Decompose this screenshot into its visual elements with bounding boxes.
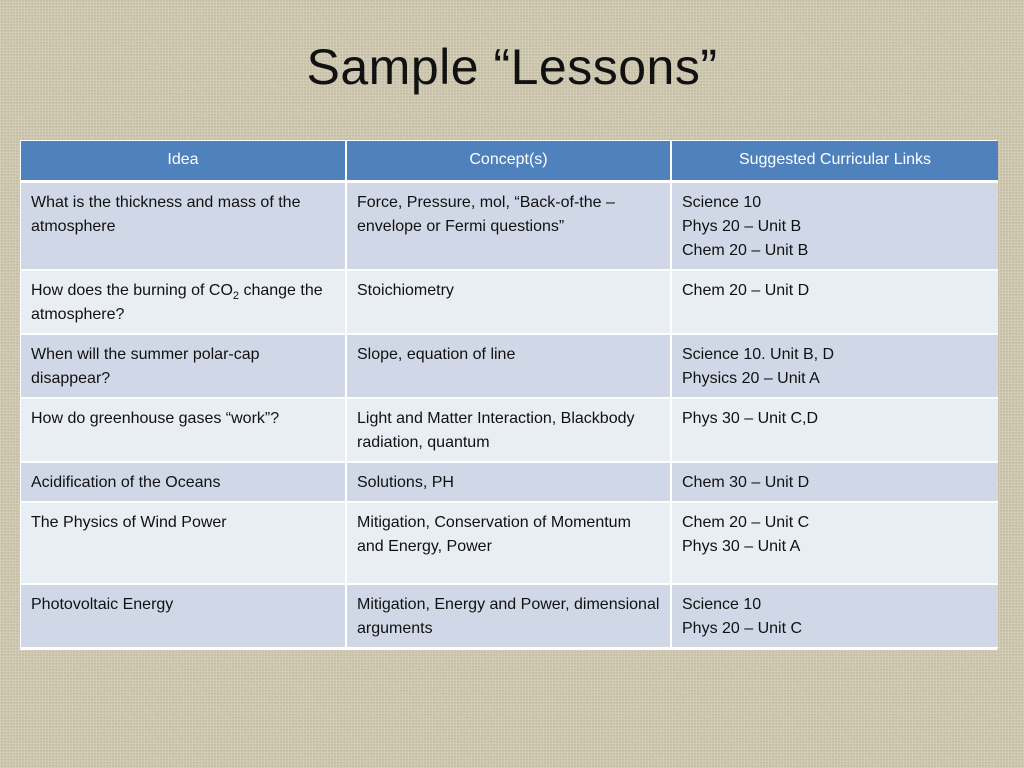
idea-text-suffix: change the atmosphere? bbox=[31, 281, 323, 323]
co2-subscript: 2 bbox=[232, 289, 240, 302]
lessons-table-frame bbox=[20, 140, 997, 650]
link-line: Phys 30 – Unit A bbox=[682, 537, 801, 555]
links-cell bbox=[671, 584, 998, 648]
header-curricular-links: Suggested Curricular Links bbox=[671, 141, 998, 181]
idea-text-prefix: How does the burning of CO bbox=[31, 281, 233, 299]
link-line: Chem 20 – Unit C bbox=[682, 513, 810, 531]
lessons-table-container bbox=[20, 140, 997, 650]
header-idea: Idea bbox=[21, 141, 346, 181]
concepts-cell: Mitigation, Energy and Power, dimensional arguments bbox=[346, 584, 671, 648]
table-row bbox=[21, 462, 998, 502]
concepts-cell: Mitigation, Conservation of Momentum and Energy, Power bbox=[346, 502, 671, 584]
link-line: Science 10. Unit B, D bbox=[682, 345, 835, 363]
link-line: Phys 20 – Unit C bbox=[682, 619, 803, 637]
link-line: Physics 20 – Unit A bbox=[682, 369, 820, 387]
concepts-cell: Solutions, PH bbox=[346, 462, 671, 502]
table-row bbox=[21, 334, 998, 398]
links-cell bbox=[671, 398, 998, 462]
links-cell bbox=[671, 462, 998, 502]
link-line: Phys 30 – Unit C,D bbox=[682, 409, 819, 427]
header-concepts: Concept(s) bbox=[346, 141, 671, 181]
links-cell bbox=[671, 181, 998, 270]
idea-cell: What is the thickness and mass of the atmosphere bbox=[21, 181, 346, 270]
concepts-cell: Stoichiometry bbox=[346, 270, 671, 334]
slide-title: Sample “Lessons” bbox=[306, 39, 718, 95]
idea-cell: Photovoltaic Energy bbox=[21, 584, 346, 648]
idea-cell: The Physics of Wind Power bbox=[21, 502, 346, 584]
link-line: Chem 30 – Unit D bbox=[682, 473, 810, 491]
link-line: Chem 20 – Unit B bbox=[682, 241, 809, 259]
link-line: Chem 20 – Unit D bbox=[682, 281, 810, 299]
table-header-row bbox=[21, 141, 998, 181]
table-row bbox=[21, 502, 998, 584]
idea-cell: When will the summer polar-cap disappear? bbox=[21, 334, 346, 398]
idea-cell: Acidification of the Oceans bbox=[21, 462, 346, 502]
table-row bbox=[21, 584, 998, 648]
concepts-cell: Force, Pressure, mol, “Back-of-the – envelope or Fermi questions” bbox=[346, 181, 671, 270]
idea-cell bbox=[21, 270, 346, 334]
lessons-table bbox=[21, 141, 998, 649]
table-row bbox=[21, 181, 998, 270]
links-cell bbox=[671, 270, 998, 334]
links-cell bbox=[671, 334, 998, 398]
table-row bbox=[21, 398, 998, 462]
link-line: Science 10 bbox=[682, 595, 762, 613]
concepts-cell: Slope, equation of line bbox=[346, 334, 671, 398]
links-cell bbox=[671, 502, 998, 584]
link-line: Science 10 bbox=[682, 193, 762, 211]
link-line: Phys 20 – Unit B bbox=[682, 217, 802, 235]
table-row bbox=[21, 270, 998, 334]
concepts-cell: Light and Matter Interaction, Blackbody radiation, quantum bbox=[346, 398, 671, 462]
idea-cell: How do greenhouse gases “work”? bbox=[21, 398, 346, 462]
